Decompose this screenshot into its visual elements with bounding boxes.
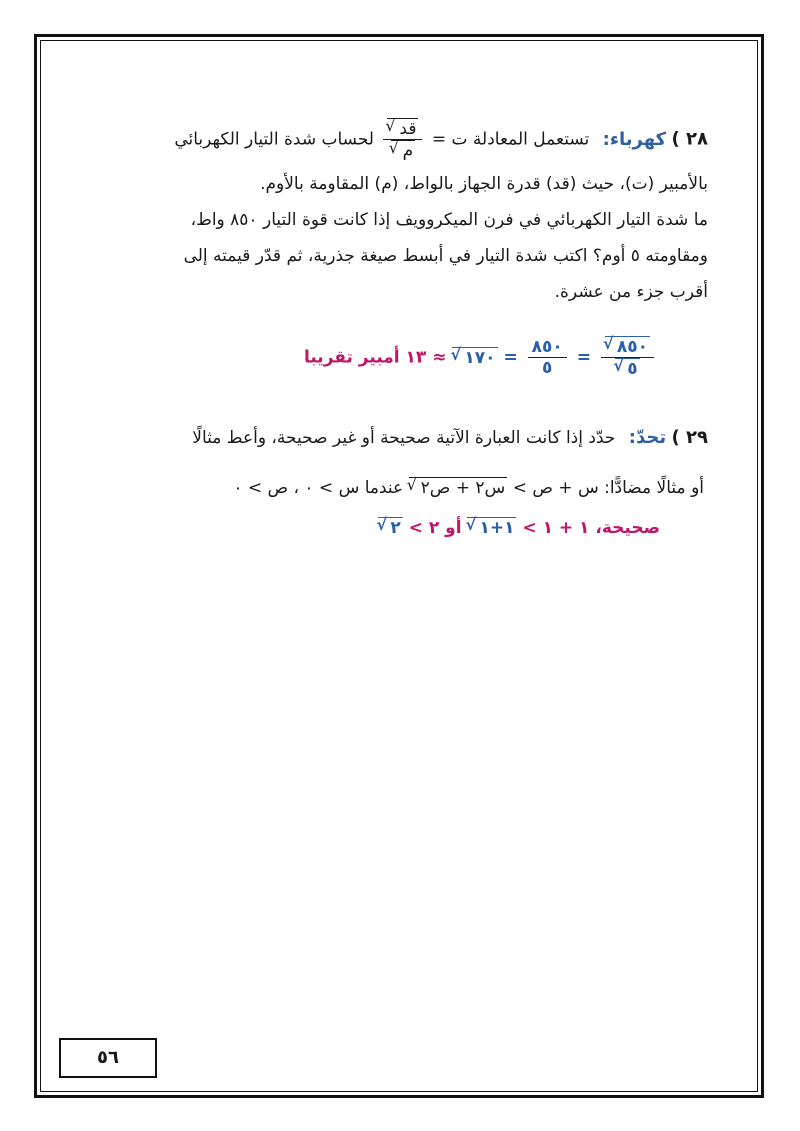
q28-number: ٢٨ )	[671, 128, 708, 150]
q29-answer-text-a: صحيحة، ١ + ١ >	[522, 518, 660, 538]
q28-answer-root: ١٧٠ √	[452, 347, 497, 368]
q28-answer-frac-1-num: ٨٥٠ √	[605, 336, 650, 357]
q28-line-4: ومقاومته ٥ أوم؟ اكتب شدة التيار في أبسط صيغة جذرية، ثم قدّر قيمته إلى	[183, 246, 708, 266]
q28-formula	[383, 118, 422, 161]
q29-number: ٢٩ )	[671, 427, 708, 448]
q29-text: حدّد إذا كانت العبارة الآتية صحيحة أو غير صحيحة، وأعط مثالًا	[192, 428, 616, 448]
q28-answer-result: ١٣ أمبير تقريبا	[303, 347, 427, 368]
q28-answer-approx: ≈	[432, 347, 447, 368]
q28-tag: كهرباء:	[602, 128, 667, 150]
q28-formula-num: قد √	[387, 118, 418, 139]
q28-line-5: أقرب جزء من عشرة.	[554, 282, 708, 302]
q28-line-2: بالأمبير (ت)، حيث (قد) قدرة الجهاز بالواط، (م) المقاومة بالأوم.	[260, 174, 708, 194]
q29-line-1	[192, 426, 708, 450]
q28-answer-frac-2	[528, 337, 567, 378]
page-inner-border	[40, 40, 758, 1092]
q29-answer-root-1: ١+١ √	[467, 517, 516, 538]
q29-answer	[378, 516, 660, 540]
q29-line-2	[233, 476, 704, 500]
q28-line-1	[174, 118, 708, 161]
q29-text-a: أو مثالًا مضادًّا: س + ص >	[512, 478, 704, 498]
q28-answer-frac-1	[601, 336, 654, 379]
q29-answer-text-b: أو ٢ >	[408, 518, 462, 538]
q28-answer-frac-2-num: ٨٥٠	[528, 337, 567, 358]
q28-answer-frac-2-den: ٥	[542, 358, 553, 378]
q28-formula-den: م √	[391, 140, 416, 161]
q29-answer-root-2: ٢ √	[378, 517, 402, 538]
q28-answer	[304, 336, 658, 379]
q29-root: س٢ + ص٢ √	[409, 477, 508, 498]
q28-answer-frac-1-den: ٥ √	[615, 358, 639, 379]
page-number: ٥٦	[59, 1038, 157, 1078]
q28-answer-eq-2: =	[503, 347, 518, 368]
q28-answer-eq-1: =	[576, 347, 591, 368]
q29-text-b: عندما س > ٠ ، ص > ٠	[233, 478, 404, 498]
q28-line-3: ما شدة التيار الكهربائي في فرن الميكروويف إذا كانت قوة التيار ٨٥٠ واط،	[190, 210, 708, 230]
q29-tag: تحدّ:	[628, 427, 667, 448]
q28-text-b: لحساب شدة التيار الكهربائي	[174, 129, 374, 150]
q28-text-a: تستعمل المعادلة ت =	[431, 129, 590, 150]
